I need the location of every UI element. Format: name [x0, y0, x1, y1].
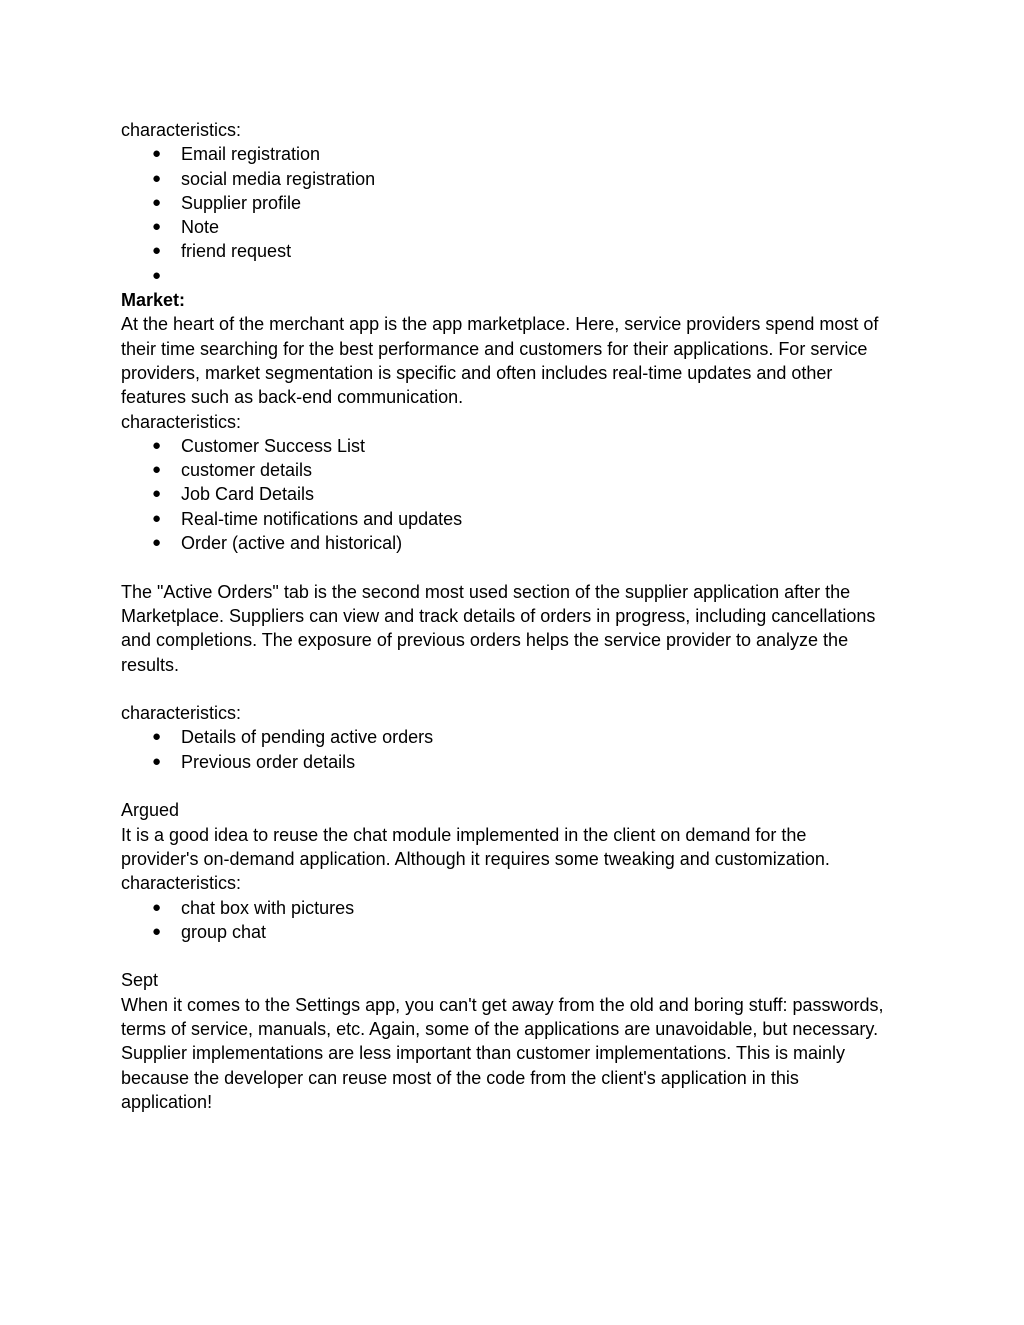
bullet-icon: ● [152, 922, 162, 940]
active-orders-paragraph [121, 580, 911, 677]
bullet-icon: ● [152, 509, 162, 527]
paragraph-line: because the developer can reuse most of the code from the client's application in this [121, 1067, 799, 1088]
list-item: ● group chat [121, 920, 911, 944]
characteristics-label: characteristics: [121, 120, 242, 140]
list-item: ● Previous order details [121, 750, 911, 774]
paragraph-line: provider's on-demand application. Although it requires some tweaking and customization. [121, 848, 830, 869]
list-item: ● Real-time notifications and updates [121, 507, 911, 531]
bullet-icon: ● [152, 266, 162, 284]
bullet-icon: ● [152, 242, 162, 260]
list-item: ● Customer Success List [121, 434, 911, 458]
bullet-icon: ● [152, 485, 162, 503]
bullet-icon: ● [152, 218, 162, 236]
list-item: ● customer details [121, 458, 911, 482]
argued-heading: Argued [121, 800, 180, 821]
list-item: ● Job Card Details [121, 482, 911, 506]
bullet-icon: ● [152, 534, 162, 552]
paragraph-line: application! [121, 1091, 213, 1112]
paragraph-line: The "Active Orders" tab is the second most used section of the supplier application after the [121, 581, 851, 602]
bullet-icon: ● [152, 898, 162, 916]
bullet-icon: ● [152, 461, 162, 479]
sept-paragraph [121, 993, 911, 1114]
paragraph-line: When it comes to the Settings app, you can't get away from the old and boring stuff: passwords, [121, 994, 884, 1015]
bullet-icon: ● [152, 169, 162, 187]
list-item: ● Note [121, 215, 911, 239]
bullet-icon: ● [152, 436, 162, 454]
bullet-list-market [121, 434, 911, 555]
bullet-icon: ● [152, 193, 162, 211]
document-page [121, 118, 911, 1114]
spacer [121, 555, 911, 579]
paragraph-line: Marketplace. Suppliers can view and track details of orders in progress, including cancellations [121, 605, 876, 626]
list-item: ● social media registration [121, 167, 911, 191]
list-item: ● friend request [121, 239, 911, 263]
characteristics-label: characteristics: [121, 703, 242, 724]
spacer [121, 677, 911, 701]
sept-heading: Sept [121, 970, 159, 991]
paragraph-line: terms of service, manuals, etc. Again, some of the applications are unavoidable, but necessary. [121, 1018, 879, 1039]
paragraph-line: their time searching for the best performance and customers for their applications. For service [121, 338, 868, 359]
characteristics-label: characteristics: [121, 411, 242, 432]
paragraph-line: and completions. The exposure of previous orders helps the service provider to analyze the [121, 630, 849, 651]
bullet-list-active-orders [121, 725, 911, 774]
market-heading: Market: [121, 290, 186, 311]
bullet-list-chat [121, 896, 911, 945]
bullet-icon: ● [152, 752, 162, 770]
bullet-list-registration [121, 142, 911, 288]
list-item: ● Email registration [121, 142, 911, 166]
list-item: ● chat box with pictures [121, 896, 911, 920]
bullet-icon: ● [152, 145, 162, 163]
paragraph-line: providers, market segmentation is specific and often includes real-time updates and other [121, 362, 833, 383]
characteristics-label: characteristics: [121, 873, 242, 894]
list-item-empty [121, 264, 911, 288]
paragraph-line: It is a good idea to reuse the chat module implemented in the client on demand for the [121, 824, 807, 845]
paragraph-line: results. [121, 654, 180, 675]
bullet-icon: ● [152, 728, 162, 746]
market-paragraph [121, 312, 911, 409]
list-item: ● Details of pending active orders [121, 725, 911, 749]
spacer [121, 774, 911, 798]
paragraph-line: Supplier implementations are less important than customer implementations. This is mainly [121, 1043, 845, 1064]
paragraph-line: At the heart of the merchant app is the app marketplace. Here, service providers spend most of [121, 314, 879, 335]
paragraph-line: features such as back-end communication. [121, 387, 464, 408]
list-item: ● Order (active and historical) [121, 531, 911, 555]
argued-paragraph [121, 823, 911, 872]
spacer [121, 944, 911, 968]
list-item: ● Supplier profile [121, 191, 911, 215]
